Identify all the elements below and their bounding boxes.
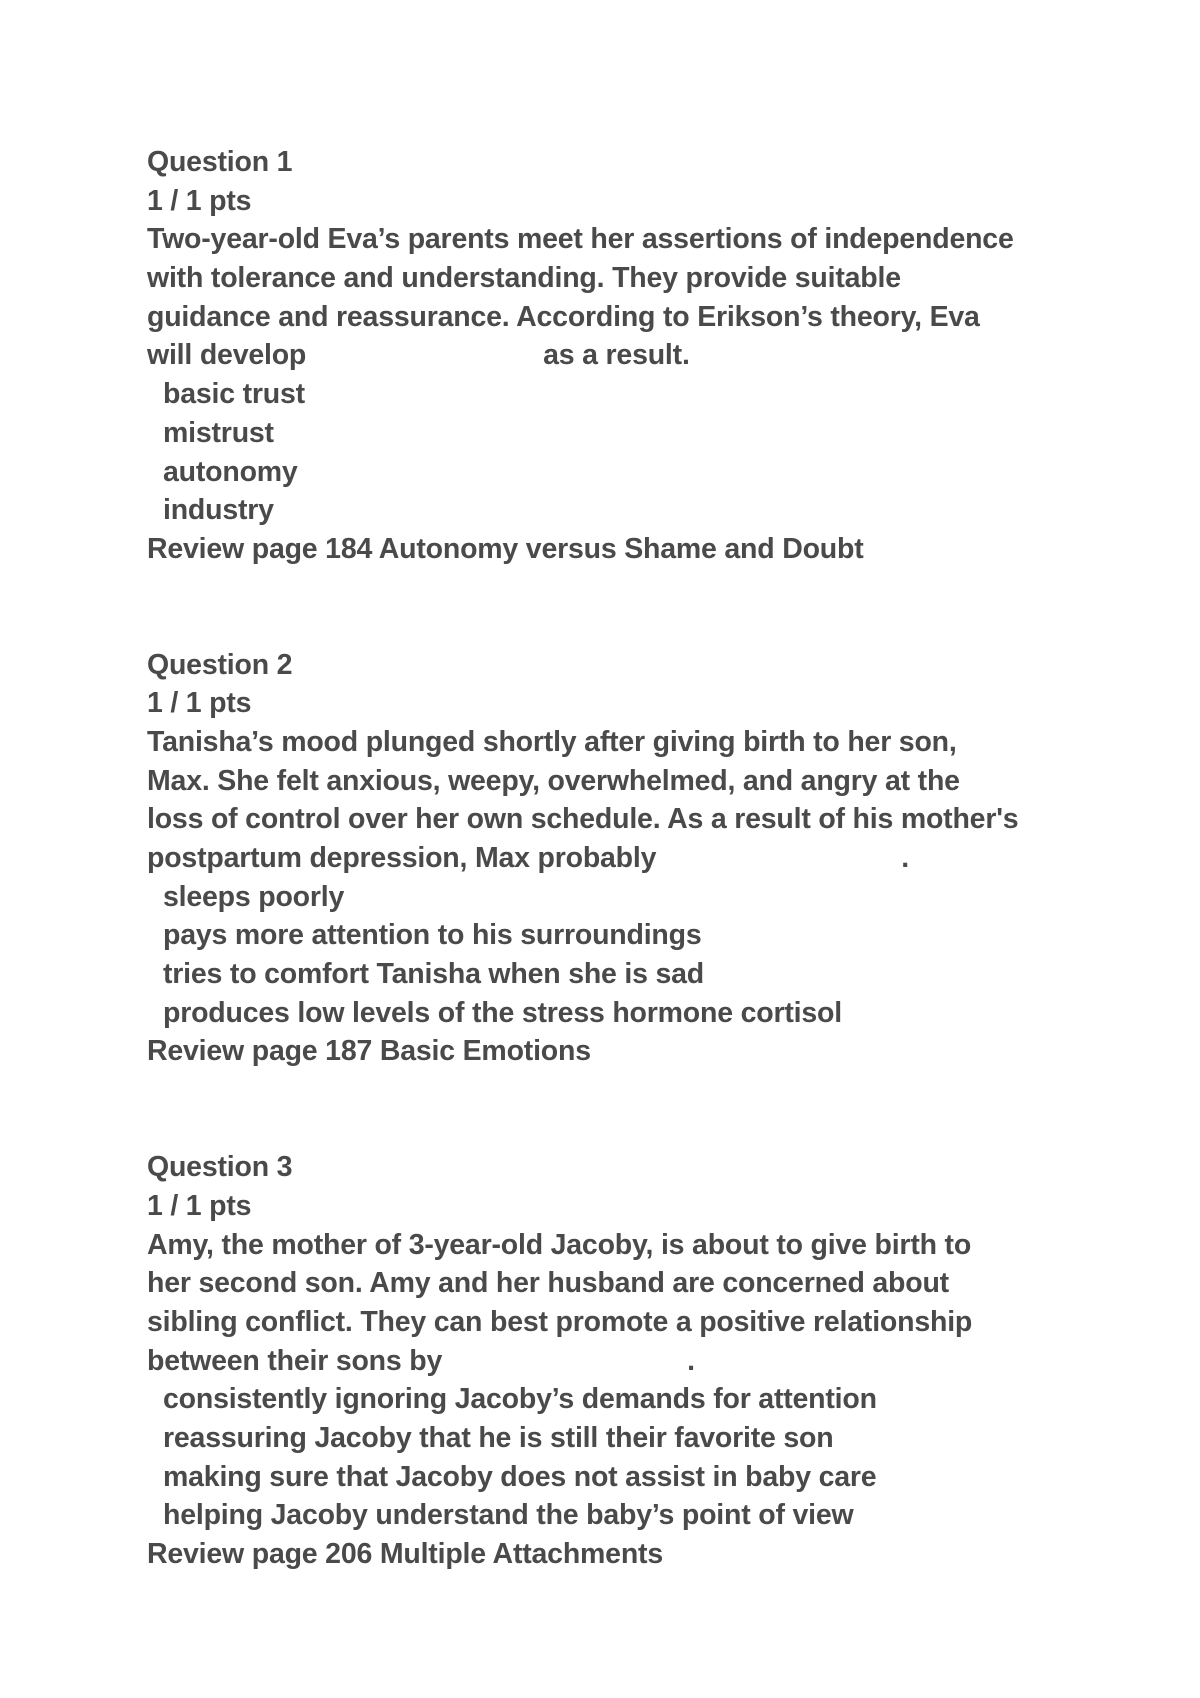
question-stem-last-line xyxy=(147,839,1087,878)
quiz-document xyxy=(147,143,1087,1574)
question-stem-line: Tanisha’s mood plunged shortly after giving birth to her son, xyxy=(147,725,957,758)
answer-option[interactable]: produces low levels of the stress hormone cortisol xyxy=(163,996,842,1029)
stem-before-blank: will develop xyxy=(147,339,307,372)
question-3 xyxy=(147,1148,1087,1574)
question-stem-line: her second son. Amy and her husband are concerned about xyxy=(147,1267,949,1300)
review-reference: Review page 184 Autonomy versus Shame and Doubt xyxy=(147,532,864,565)
question-points: 1 / 1 pts xyxy=(147,687,252,720)
stem-after-blank: . xyxy=(901,842,909,874)
question-2 xyxy=(147,646,1087,1072)
answer-option[interactable]: helping Jacoby understand the baby’s point of view xyxy=(163,1499,854,1532)
question-stem-line: Amy, the mother of 3-year-old Jacoby, is about to give birth to xyxy=(147,1228,972,1261)
answer-option[interactable]: basic trust xyxy=(163,378,305,411)
stem-after-blank: as a result. xyxy=(543,339,690,372)
answer-option[interactable]: tries to comfort Tanisha when she is sad xyxy=(163,958,705,991)
answer-option[interactable]: pays more attention to his surroundings xyxy=(163,919,702,952)
question-points: 1 / 1 pts xyxy=(147,184,252,217)
question-stem-line: Max. She felt anxious, weepy, overwhelmed, and angry at the xyxy=(147,764,960,797)
answer-option[interactable]: autonomy xyxy=(163,455,298,488)
question-stem-line: guidance and reassurance. According to Erikson’s theory, Eva xyxy=(147,300,980,333)
review-reference: Review page 206 Multiple Attachments xyxy=(147,1538,663,1570)
answer-option[interactable]: industry xyxy=(163,494,274,527)
question-title: Question 2 xyxy=(147,648,293,681)
answer-option[interactable]: consistently ignoring Jacoby’s demands for attention xyxy=(163,1383,877,1416)
question-points: 1 / 1 pts xyxy=(147,1189,252,1222)
answer-option[interactable]: making sure that Jacoby does not assist in baby care xyxy=(163,1460,877,1493)
stem-after-blank: . xyxy=(687,1344,695,1377)
stem-before-blank: between their sons by xyxy=(147,1344,443,1377)
question-stem-last-line xyxy=(147,336,1087,375)
review-reference: Review page 187 Basic Emotions xyxy=(147,1035,591,1068)
question-stem-line: loss of control over her own schedule. As a result of his mother's xyxy=(147,803,1019,836)
question-1 xyxy=(147,143,1087,569)
answer-option[interactable]: sleeps poorly xyxy=(163,880,345,913)
question-title: Question 3 xyxy=(147,1151,293,1184)
stem-before-blank: postpartum depression, Max probably xyxy=(147,842,657,874)
question-stem-line: with tolerance and understanding. They provide suitable xyxy=(147,262,901,295)
question-stem-line: Two-year-old Eva’s parents meet her assertions of independence xyxy=(147,223,1014,256)
answer-option[interactable]: mistrust xyxy=(163,416,274,449)
question-title: Question 1 xyxy=(147,146,293,178)
question-stem-line: sibling conflict. They can best promote a positive relationship xyxy=(147,1305,973,1338)
question-stem-last-line xyxy=(147,1342,1087,1381)
answer-option[interactable]: reassuring Jacoby that he is still their favorite son xyxy=(163,1421,834,1454)
